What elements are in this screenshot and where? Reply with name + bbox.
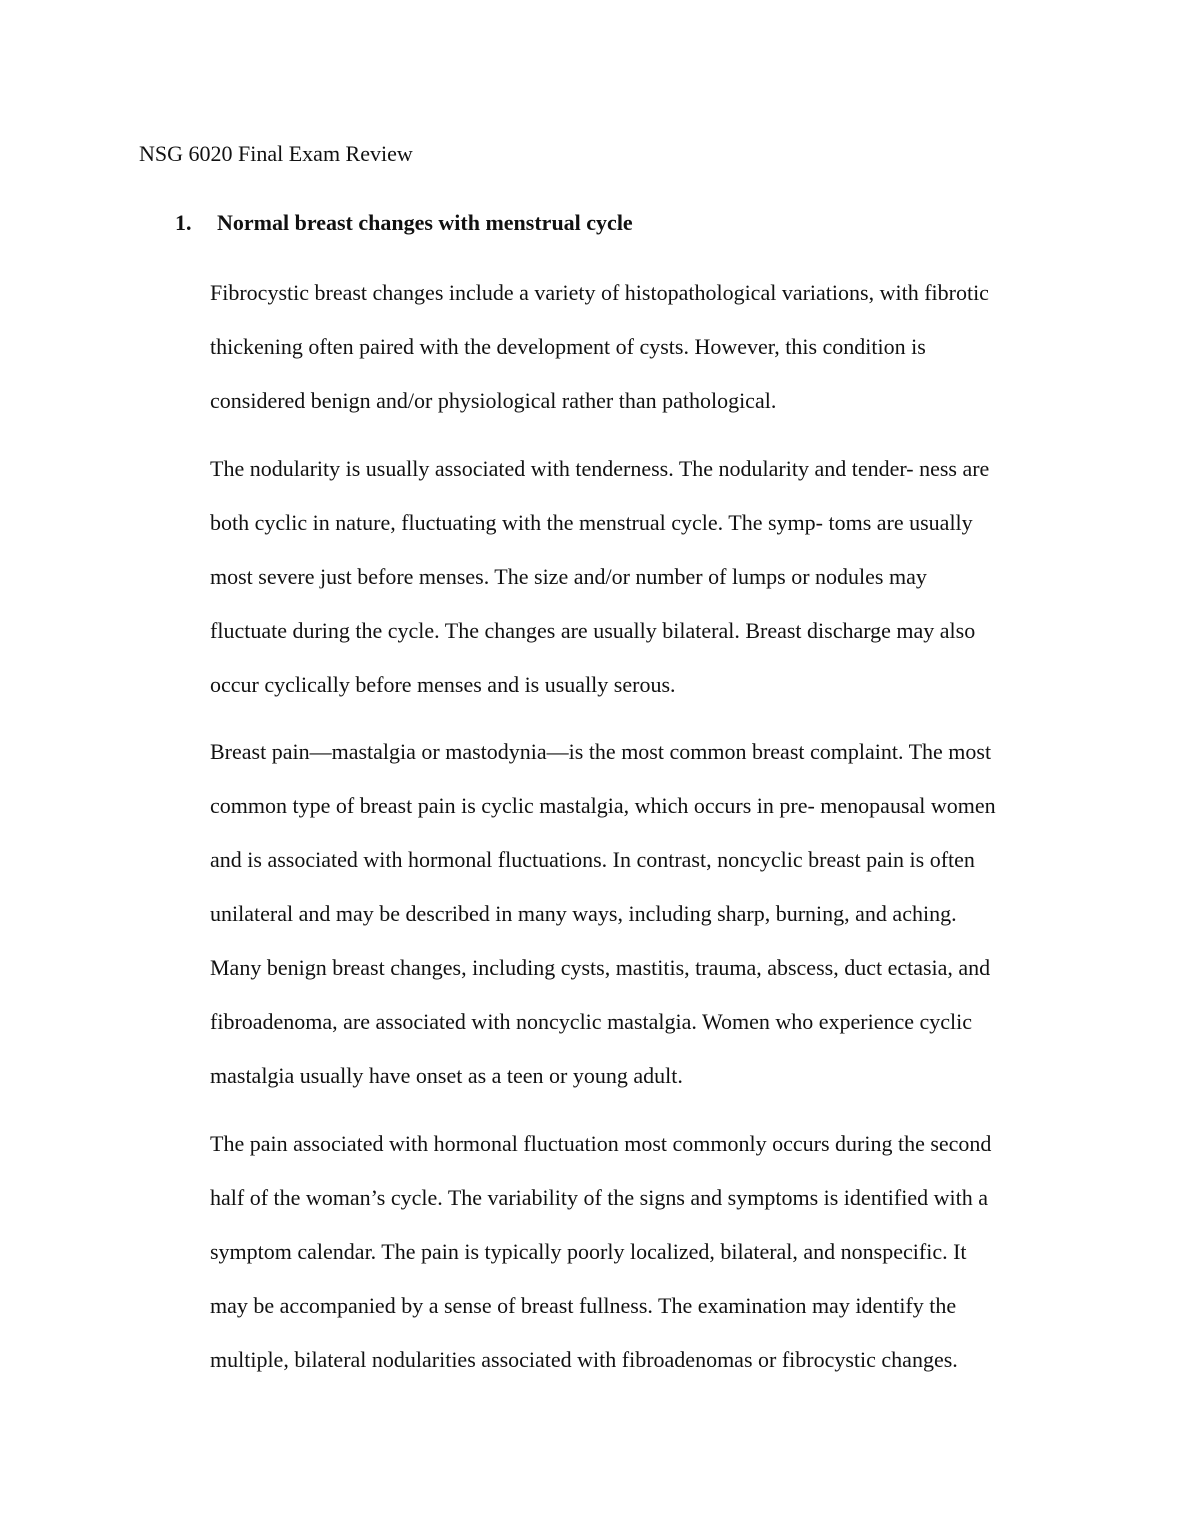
paragraph-nodularity <box>210 455 1060 725</box>
paragraph-line: unilateral and may be described in many ways, including sharp, burning, and aching. <box>210 901 957 926</box>
paragraph-fibrocystic-changes <box>210 279 1060 441</box>
paragraph-line: The pain associated with hormonal fluctuation most commonly occurs during the second <box>210 1131 992 1156</box>
paragraph-line: mastalgia usually have onset as a teen or young adult. <box>210 1063 683 1088</box>
paragraph-hormonal-pain <box>210 1130 1060 1400</box>
paragraph-line: considered benign and/or physiological rather than pathological. <box>210 388 777 413</box>
paragraph-line: half of the woman’s cycle. The variability of the signs and symptoms is identified with a <box>210 1185 988 1210</box>
paragraph-line: fibroadenoma, are associated with noncyclic mastalgia. Women who experience cyclic <box>210 1009 973 1034</box>
paragraph-line: Fibrocystic breast changes include a variety of histopathological variations, with fibrotic <box>210 280 989 305</box>
section-number: 1. <box>175 210 192 235</box>
paragraph-line: Many benign breast changes, including cysts, mastitis, trauma, abscess, duct ectasia, and <box>210 955 991 980</box>
paragraph-line: common type of breast pain is cyclic mastalgia, which occurs in pre- menopausal women <box>210 793 996 818</box>
paragraph-line: multiple, bilateral nodularities associated with fibroadenomas or fibrocystic changes. <box>210 1347 958 1372</box>
paragraph-breast-pain <box>210 738 1060 1116</box>
section-heading <box>175 209 633 237</box>
paragraph-line: occur cyclically before menses and is usually serous. <box>210 672 676 697</box>
paragraph-line: most severe just before menses. The size and/or number of lumps or nodules may <box>210 564 927 589</box>
paragraph-line: thickening often paired with the development of cysts. However, this condition is <box>210 334 926 359</box>
paragraph-line: may be accompanied by a sense of breast fullness. The examination may identify the <box>210 1293 957 1318</box>
paragraph-line: The nodularity is usually associated with tenderness. The nodularity and tender- ness are <box>210 456 990 481</box>
paragraph-line: fluctuate during the cycle. The changes are usually bilateral. Breast discharge may also <box>210 618 976 643</box>
paragraph-line: both cyclic in nature, fluctuating with the menstrual cycle. The symp- toms are usually <box>210 510 973 535</box>
paragraph-line: Breast pain—mastalgia or mastodynia—is the most common breast complaint. The most <box>210 739 992 764</box>
section-heading-text: Normal breast changes with menstrual cycle <box>217 210 633 235</box>
paragraph-line: symptom calendar. The pain is typically poorly localized, bilateral, and nonspecific. It <box>210 1239 967 1264</box>
paragraph-line: and is associated with hormonal fluctuations. In contrast, noncyclic breast pain is often <box>210 847 975 872</box>
document-title: NSG 6020 Final Exam Review <box>139 141 413 166</box>
